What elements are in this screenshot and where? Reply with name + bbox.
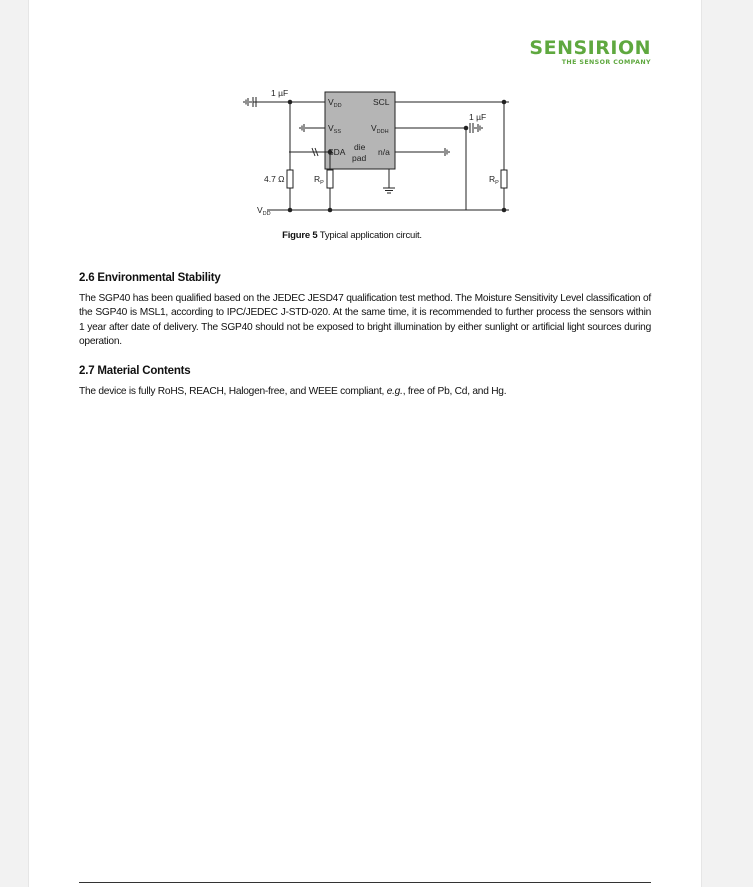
pin-vddh-label: $V_{DDH}$	[371, 123, 389, 135]
cap-left-label: 1 µF	[271, 88, 289, 98]
application-circuit-diagram	[219, 84, 509, 224]
vdd-rail-label: $V_{DD}$	[257, 205, 271, 217]
pin-vss-label: $V_{SS}$	[328, 123, 342, 135]
caption-label: Figure 5	[282, 230, 318, 241]
caption-text: Typical application circuit.	[317, 230, 422, 241]
rp-left-label: $R_P$	[314, 174, 324, 186]
section-body-environmental-stability: The SGP40 has been qualified based on the JEDEC JESD47 qualification test method. The Moisture Sensitivity Level classification of the SGP40 is MSL1, according to IPC/JEDEC J-STD-020. At the same time, it is recommended to further process the sensors within 1 year after date of delivery. The SGP40 should not be exposed to bright illumination by either sunlight or artificial light sources during operation.	[79, 293, 651, 347]
pin-na-label: n/a	[378, 147, 390, 157]
resistor-47-label: 4.7 Ω	[264, 174, 285, 184]
section-body-material-contents: The device is fully RoHS, REACH, Halogen-free, and WEEE compliant, e.g., free of Pb, Cd, and Hg.	[79, 386, 507, 397]
sensirion-logo	[529, 38, 651, 67]
document-page	[28, 0, 702, 887]
cap-right-label: 1 µF	[469, 112, 487, 122]
rp-right-label: $R_P$	[489, 174, 499, 186]
pin-scl-label: SCL	[373, 97, 390, 107]
pin-vdd-label: $V_{DD}$	[328, 97, 342, 109]
section-heading-material-contents: 2.7 Material Contents	[79, 365, 191, 377]
die-pad-label-2: pad	[352, 153, 367, 163]
figure-caption	[29, 230, 675, 241]
die-pad-label-1: die	[354, 142, 366, 152]
section-heading-environmental-stability: 2.6 Environmental Stability	[79, 272, 221, 284]
footer-rule	[79, 882, 651, 883]
logo-brand: SENSIRION	[529, 37, 651, 59]
logo-tagline: THE SENSOR COMPANY	[561, 59, 651, 66]
pin-sda-label: SDA	[328, 147, 346, 157]
